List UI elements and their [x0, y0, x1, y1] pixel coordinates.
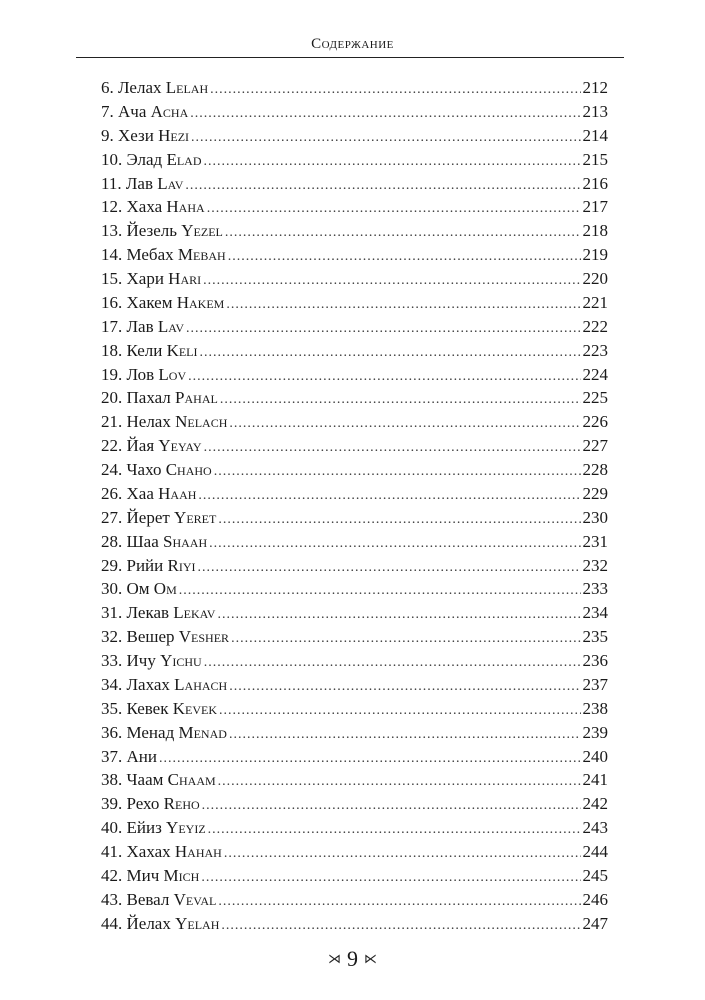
fleuron-left-icon: ⋊ [328, 951, 341, 966]
toc-entry-name: Лав [125, 173, 153, 193]
toc-entry-name: Хакем [126, 292, 173, 312]
dot-leader [218, 508, 580, 532]
toc-entry [101, 649, 608, 673]
toc-entry-name: Ичу [126, 651, 156, 670]
toc-entry-number: 36. [101, 722, 123, 742]
page-footer [0, 946, 705, 972]
toc-page-number: 228 [582, 460, 608, 479]
toc-entry-name: Мебах [126, 245, 174, 265]
toc-entry-number: 20. [101, 388, 123, 408]
toc-entry-title [101, 912, 219, 936]
toc-entry-latin-name: Elad [166, 149, 202, 169]
toc-entry-title [101, 172, 183, 196]
toc-page-number: 230 [582, 507, 608, 527]
toc-entry-number: 26. [101, 483, 123, 503]
toc-entry-title [101, 339, 198, 363]
toc-entry [101, 410, 608, 434]
dot-leader [191, 126, 580, 150]
toc-entry-name: Лов [126, 364, 155, 384]
toc-entry-latin-name: Acha [150, 101, 189, 121]
toc-page-number: 226 [582, 412, 608, 432]
toc-entry-number: 10. [101, 149, 123, 169]
toc-entry-title [101, 434, 202, 458]
toc-entry [101, 267, 608, 291]
dot-leader [185, 174, 580, 198]
toc-entry-title [101, 148, 201, 172]
toc-page-number: 247 [582, 913, 608, 933]
toc-page-number: 223 [582, 340, 608, 360]
dot-leader [207, 197, 581, 221]
toc-page-number: 224 [582, 364, 608, 384]
toc-entry-latin-name: Haah [158, 483, 197, 503]
toc-entry-number: 17. [101, 316, 123, 336]
toc-entry [101, 458, 608, 482]
toc-entry [101, 506, 608, 530]
dot-leader [190, 102, 580, 126]
toc-entry-latin-name: Lelah [165, 78, 209, 97]
toc-entry-title [101, 745, 157, 769]
toc-entry-title [101, 697, 217, 721]
toc-entry-name: Йерет [126, 507, 170, 527]
toc-entry-title [101, 649, 202, 673]
dot-leader [226, 293, 580, 317]
toc-page-number: 220 [582, 269, 608, 288]
toc-entry-name: Менад [126, 722, 175, 742]
toc-entry-title [101, 410, 227, 434]
toc-page-number: 214 [582, 125, 608, 145]
dot-leader [229, 675, 580, 699]
toc-entry-latin-name: Mich [163, 865, 200, 885]
toc-entry-latin-name: Yeret [174, 507, 217, 527]
toc-entry-title [101, 219, 223, 243]
toc-entry-name: Хаха [126, 197, 163, 217]
dot-leader [198, 556, 581, 580]
toc-entry-number: 9. [101, 125, 114, 145]
toc-entry-title [101, 506, 216, 530]
dot-leader [218, 890, 580, 914]
toc-entry-name: Чахо [126, 460, 162, 479]
toc-entry-name: Вешер [126, 627, 175, 647]
toc-entry-number: 41. [101, 842, 123, 861]
toc-entry-title [101, 673, 227, 697]
toc-entry-name: Чаам [126, 770, 164, 790]
toc-page-number: 243 [582, 818, 608, 838]
dot-leader [219, 699, 581, 723]
toc-entry-title [101, 363, 186, 387]
dot-leader [208, 818, 581, 842]
toc-entry-number: 11. [101, 173, 122, 193]
toc-page-number: 237 [582, 674, 608, 694]
toc-entry-title [101, 124, 189, 148]
toc-entry-number: 44. [101, 913, 123, 933]
toc-entry-name: Лахах [126, 674, 170, 694]
toc-page-number: 212 [582, 78, 608, 97]
dot-leader [209, 532, 580, 556]
toc-entry-number: 43. [101, 889, 123, 909]
dot-leader [201, 866, 580, 890]
dot-leader [179, 579, 581, 603]
toc-entry-name: Элад [126, 149, 163, 169]
toc-entry [101, 291, 608, 315]
dot-leader [210, 78, 580, 102]
toc-entry-number: 13. [101, 221, 123, 241]
toc-entry-latin-name: Reho [163, 794, 200, 814]
toc-entry [101, 482, 608, 506]
toc-entry-latin-name: Vesher [178, 627, 230, 647]
dot-leader [229, 723, 581, 747]
toc-entry-title [101, 840, 222, 864]
toc-entry [101, 721, 608, 745]
toc-entry-latin-name: Chaho [165, 460, 212, 479]
toc-entry-number: 31. [101, 603, 123, 623]
header-divider [76, 57, 624, 58]
toc-entry-name: Кевек [126, 698, 169, 718]
dot-leader [224, 842, 581, 866]
dot-leader [214, 460, 581, 484]
toc-entry [101, 386, 608, 410]
toc-entry [101, 768, 608, 792]
toc-entry-name: Рехо [126, 794, 160, 814]
toc-entry-number: 39. [101, 794, 123, 814]
page-number: 9 [347, 946, 358, 971]
toc-entry-title [101, 482, 196, 506]
toc-entry-latin-name: Haha [166, 197, 205, 217]
toc-entry-title [101, 100, 188, 124]
toc-entry [101, 554, 608, 578]
toc-page-number: 241 [582, 770, 608, 790]
dot-leader [203, 150, 580, 174]
toc-entry-number: 6. [101, 78, 114, 97]
dot-leader [220, 388, 581, 412]
toc-entry-latin-name: Om [153, 579, 177, 599]
toc-entry [101, 315, 608, 339]
toc-entry [101, 697, 608, 721]
toc-entry-title [101, 577, 177, 601]
toc-entry-number: 21. [101, 412, 123, 432]
toc-page-number: 240 [582, 746, 608, 766]
toc-entry [101, 100, 608, 124]
toc-entry-latin-name: Mebah [177, 245, 226, 265]
toc-entry-name: Лав [126, 316, 154, 336]
toc-entry-latin-name: Yichu [160, 651, 202, 670]
toc-entry-name: Ейиз [126, 818, 162, 838]
toc-entry-latin-name: Lav [157, 316, 185, 336]
dot-leader [204, 436, 581, 460]
toc-entry-latin-name: Lekav [173, 603, 216, 623]
table-of-contents [101, 76, 608, 936]
toc-page-number: 222 [582, 316, 608, 336]
toc-page-number: 234 [582, 603, 608, 623]
toc-entry-title [101, 888, 216, 912]
dot-leader [203, 269, 580, 293]
toc-entry-name: Вевал [126, 889, 170, 909]
toc-entry [101, 339, 608, 363]
running-header-title: Содержание [311, 36, 394, 52]
toc-entry [101, 792, 608, 816]
toc-entry-name: Йелах [126, 913, 171, 933]
toc-entry-name: Йезель [126, 221, 178, 241]
dot-leader [229, 412, 580, 436]
toc-entry [101, 243, 608, 267]
toc-entry-latin-name: Hari [168, 269, 202, 288]
toc-entry [101, 673, 608, 697]
toc-entry-number: 27. [101, 507, 123, 527]
toc-entry-title [101, 601, 215, 625]
toc-entry-name: Ом [126, 579, 150, 599]
toc-entry-title [101, 458, 212, 482]
toc-entry-title [101, 195, 205, 219]
toc-entry-latin-name: Chaam [167, 770, 216, 790]
toc-page-number: 236 [582, 651, 608, 670]
toc-entry-number: 14. [101, 245, 123, 265]
toc-entry-number: 18. [101, 340, 123, 360]
toc-entry-number: 37. [101, 746, 123, 766]
dot-leader [198, 484, 580, 508]
toc-entry-number: 35. [101, 698, 123, 718]
toc-entry-latin-name: Hahah [174, 842, 222, 861]
toc-entry-number: 32. [101, 627, 123, 647]
toc-entry-latin-name: Pahal [175, 388, 218, 408]
toc-entry-title [101, 792, 200, 816]
toc-entry-name: Нелах [126, 412, 171, 432]
dot-leader [188, 365, 580, 389]
toc-entry-number: 7. [101, 101, 114, 121]
toc-entry-latin-name: Hakem [176, 292, 225, 312]
toc-entry-title [101, 721, 227, 745]
toc-entry-title [101, 315, 184, 339]
toc-page-number: 225 [582, 388, 608, 408]
fleuron-right-icon: ⋉ [364, 951, 377, 966]
toc-entry-name: Хахах [126, 842, 171, 861]
toc-entry [101, 816, 608, 840]
dot-leader [186, 317, 580, 341]
toc-entry-number: 24. [101, 460, 123, 479]
toc-entry [101, 148, 608, 172]
toc-page-number: 232 [582, 555, 608, 575]
toc-page-number: 238 [582, 698, 608, 718]
dot-leader [231, 627, 580, 651]
toc-entry-name: Хаа [126, 483, 154, 503]
toc-page-number: 219 [582, 245, 608, 265]
toc-entry-title [101, 243, 226, 267]
toc-entry [101, 76, 608, 100]
toc-entry [101, 601, 608, 625]
toc-entry-name: Лекав [126, 603, 170, 623]
toc-entry [101, 864, 608, 888]
toc-entry [101, 840, 608, 864]
toc-entry-title [101, 554, 196, 578]
toc-entry [101, 888, 608, 912]
toc-entry-number: 30. [101, 579, 123, 599]
dot-leader [200, 341, 581, 365]
toc-entry [101, 625, 608, 649]
toc-entry-title [101, 291, 224, 315]
toc-entry-name: Шаа [126, 531, 159, 551]
toc-entry-latin-name: Menad [178, 722, 227, 742]
toc-entry-title [101, 76, 208, 100]
toc-entry [101, 912, 608, 936]
toc-entry-latin-name: Yezel [181, 221, 223, 241]
toc-entry-title [101, 530, 207, 554]
toc-entry-name: Йая [126, 436, 155, 456]
toc-entry [101, 172, 608, 196]
toc-entry-name: Рийи [126, 555, 164, 575]
toc-entry-latin-name: Kevek [172, 698, 217, 718]
toc-entry-number: 28. [101, 531, 123, 551]
toc-entry-name: Кели [126, 340, 163, 360]
toc-entry-number: 33. [101, 651, 123, 670]
toc-page-number: 246 [582, 889, 608, 909]
toc-entry-number: 29. [101, 555, 123, 575]
toc-entry [101, 434, 608, 458]
toc-entry-latin-name: Lov [158, 364, 187, 384]
toc-entry-title [101, 267, 201, 291]
toc-entry-name: Хези [118, 125, 154, 145]
dot-leader [159, 747, 581, 771]
dot-leader [228, 245, 581, 269]
toc-entry-number: 38. [101, 770, 123, 790]
toc-page-number: 233 [582, 579, 608, 599]
toc-entry-name: Ани [126, 746, 157, 766]
toc-entry-title [101, 625, 229, 649]
toc-entry-number: 16. [101, 292, 123, 312]
toc-entry-latin-name: Yelah [175, 913, 220, 933]
toc-page-number: 213 [582, 101, 608, 121]
toc-page-number: 221 [582, 292, 608, 312]
toc-page-number: 235 [582, 627, 608, 647]
toc-page-number: 239 [582, 722, 608, 742]
toc-entry-latin-name: Keli [166, 340, 198, 360]
toc-entry-name: Пахал [126, 388, 171, 408]
toc-entry-latin-name: Lav [157, 173, 184, 193]
toc-entry-name: Ача [118, 101, 147, 121]
toc-entry [101, 124, 608, 148]
dot-leader [225, 221, 581, 245]
toc-entry-title [101, 386, 218, 410]
toc-entry-number: 12. [101, 197, 123, 217]
toc-page-number: 244 [582, 842, 608, 861]
toc-entry-latin-name: Yeyay [158, 436, 202, 456]
toc-entry-number: 40. [101, 818, 123, 838]
toc-entry-latin-name: Veval [173, 889, 217, 909]
dot-leader [217, 603, 580, 627]
toc-entry [101, 530, 608, 554]
toc-page-number: 242 [582, 794, 608, 814]
toc-page-number: 227 [582, 436, 608, 456]
dot-leader [218, 770, 581, 794]
toc-entry-title [101, 768, 216, 792]
toc-page-number: 217 [582, 197, 608, 217]
toc-page-number: 231 [582, 531, 608, 551]
toc-entry-name: Лелах [118, 78, 162, 97]
toc-entry-name: Хари [126, 269, 164, 288]
toc-entry-number: 34. [101, 674, 123, 694]
dot-leader [202, 794, 581, 818]
toc-page-number: 215 [582, 149, 608, 169]
toc-entry-latin-name: Shaah [163, 531, 208, 551]
toc-entry [101, 363, 608, 387]
toc-page-number: 218 [582, 221, 608, 241]
toc-entry-number: 22. [101, 436, 123, 456]
toc-entry-latin-name: Lahach [174, 674, 228, 694]
dot-leader [221, 914, 580, 938]
toc-entry-latin-name: Yeyiz [166, 818, 206, 838]
toc-entry-latin-name: Nelach [175, 412, 228, 432]
toc-entry-latin-name: Hezi [158, 125, 190, 145]
toc-entry [101, 219, 608, 243]
dot-leader [204, 651, 581, 675]
toc-page-number: 245 [582, 865, 608, 885]
toc-entry-number: 19. [101, 364, 123, 384]
toc-entry [101, 745, 608, 769]
toc-entry-name: Мич [126, 865, 160, 885]
toc-entry-number: 42. [101, 865, 123, 885]
toc-entry [101, 195, 608, 219]
toc-entry-number: 15. [101, 269, 123, 288]
toc-entry-latin-name: Riyi [167, 555, 196, 575]
toc-entry-title [101, 816, 206, 840]
toc-entry [101, 577, 608, 601]
toc-page-number: 216 [582, 173, 608, 193]
toc-entry-title [101, 864, 199, 888]
toc-page-number: 229 [582, 483, 608, 503]
